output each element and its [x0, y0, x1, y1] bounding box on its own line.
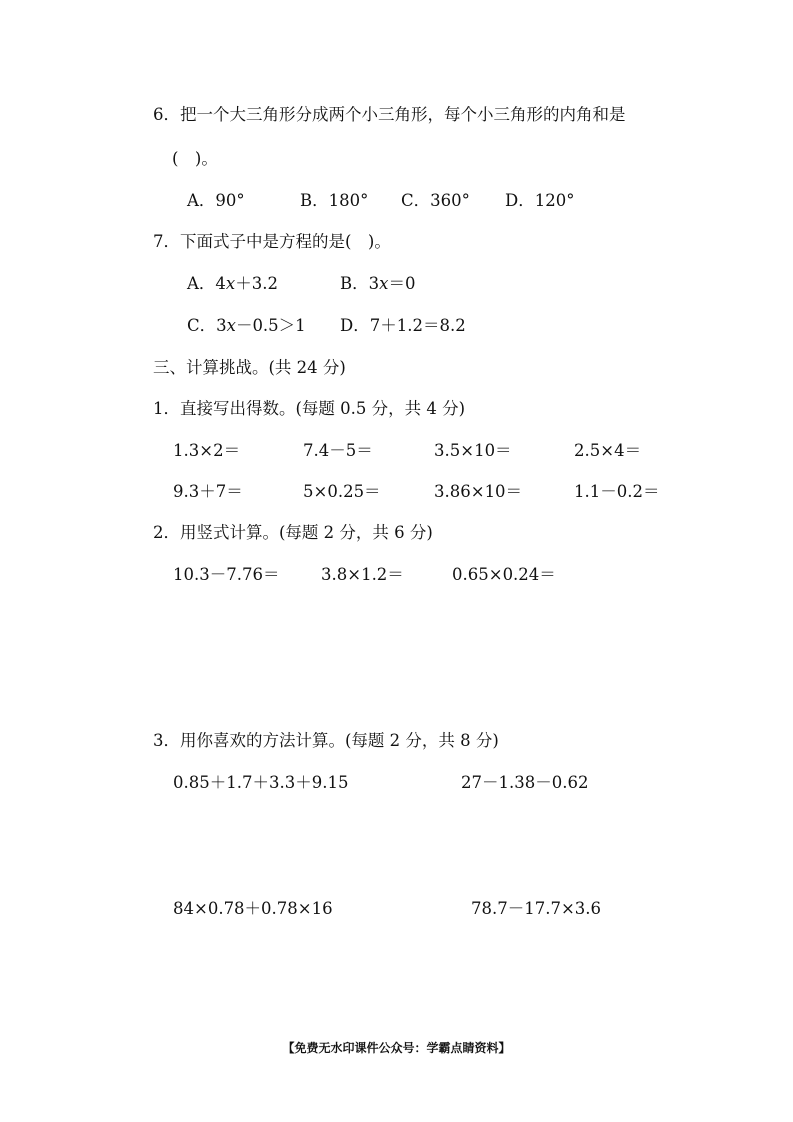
- q6-option-a: A．90°: [187, 191, 245, 210]
- p1-title: 1．直接写出得数。(每题 0.5 分，共 4 分): [153, 399, 466, 418]
- q6-option-c: C．360°: [401, 191, 470, 210]
- q7-text: 7．下面式子中是方程的是( )。: [153, 232, 391, 251]
- q7-option-b: [340, 273, 415, 295]
- q6-text: 6．把一个大三角形分成两个小三角形，每个小三角形的内角和是: [153, 105, 626, 124]
- p1-r2-c4: 1.1－0.2＝: [574, 482, 660, 501]
- q7-c-post: －0.5＞1: [235, 316, 306, 335]
- q7-option-a: [187, 273, 278, 295]
- p3-title: 3．用你喜欢的方法计算。(每题 2 分，共 8 分): [153, 731, 499, 750]
- q7-b-var: x: [379, 274, 389, 293]
- p2-item-2: 3.8×1.2＝: [321, 565, 404, 584]
- q7-option-d: D．7＋1.2＝8.2: [340, 316, 466, 335]
- p1-r2-c2: 5×0.25＝: [303, 482, 381, 501]
- q7-a-var: x: [225, 274, 236, 293]
- q6-blank: ( )。: [172, 149, 218, 168]
- p3-item-1: 0.85＋1.7＋3.3＋9.15: [173, 773, 349, 792]
- q7-b-post: ＝0: [388, 274, 416, 293]
- q7-a-post: ＋3.2: [235, 274, 278, 293]
- p2-title: 2．用竖式计算。(每题 2 分，共 6 分): [153, 523, 433, 542]
- p1-r2-c3: 3.86×10＝: [434, 482, 523, 501]
- p1-r1-c1: 1.3×2＝: [173, 441, 241, 460]
- q7-a-pre: A．4: [187, 274, 226, 293]
- q7-c-pre: C．3: [187, 316, 227, 335]
- footer-watermark-note: 【免费无水印课件公众号：学霸点睛资料】: [282, 1041, 511, 1055]
- q7-c-var: x: [226, 316, 236, 335]
- p3-item-4: 78.7－17.7×3.6: [471, 899, 602, 918]
- p3-item-2: 27－1.38－0.62: [461, 773, 589, 792]
- p1-r1-c4: 2.5×4＝: [574, 441, 642, 460]
- section3-title: 三、计算挑战。(共 24 分): [153, 358, 346, 377]
- p2-item-1: 10.3－7.76＝: [173, 565, 280, 584]
- q6-option-b: B．180°: [300, 191, 369, 210]
- p2-item-3: 0.65×0.24＝: [452, 565, 556, 584]
- p3-item-3: 84×0.78＋0.78×16: [173, 899, 333, 918]
- p1-r2-c1: 9.3＋7＝: [173, 482, 243, 501]
- p1-r1-c3: 3.5×10＝: [434, 441, 512, 460]
- q7-option-c: [187, 315, 306, 337]
- q6-option-d: D．120°: [505, 191, 575, 210]
- q7-b-pre: B．3: [340, 274, 380, 293]
- p1-r1-c2: 7.4－5＝: [303, 441, 373, 460]
